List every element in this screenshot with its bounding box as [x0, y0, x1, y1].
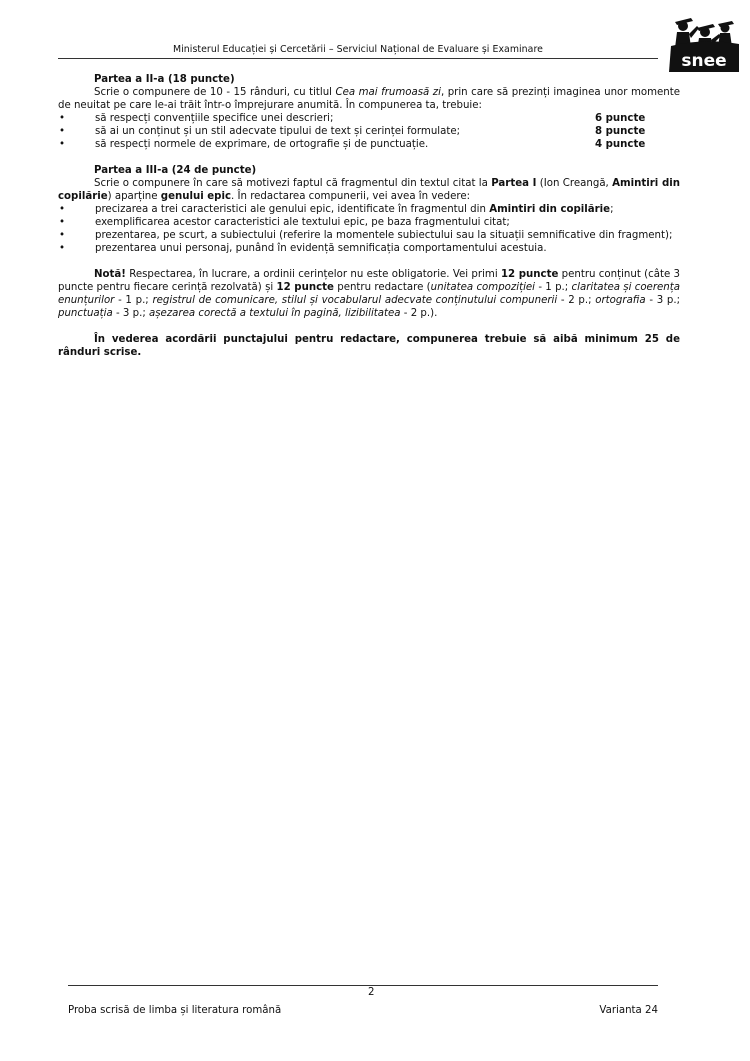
- list-item: • prezentarea, pe scurt, a subiectului (referire la momentele subiectului sau la situații semnificative din fragment);: [59, 230, 673, 241]
- list-item: • precizarea a trei caracteristici ale genului epic, identificate în fragmentul din Amintiri din copilărie;: [59, 204, 614, 215]
- part3-requirements: [58, 203, 680, 255]
- list-item: • să respecți normele de exprimare, de ortografie și de punctuație. 4 puncte: [58, 138, 680, 151]
- document-header: Ministerul Educației și Cercetării – Serviciul Național de Evaluare și Examinare: [173, 44, 543, 55]
- snee-logo-text: snee: [681, 51, 727, 71]
- grading-note: Notă! Respectarea, în lucrare, a ordinii cerințelor nu este obligatorie. Vei primi 12 puncte pentru conținut (câte 3 puncte pentru fiecare cerință rezolvată) și 12 puncte pentru redactare (unitatea compoziției - 1 p.; claritatea și coerența enunțurilor - 1 p.; registrul de comunicare, stilul și vocabularul adecvate conținutului compunerii - 2 p.; ortografia - 3 p.; punctuația - 3 p.; așezarea corectă a textului în pagină, lizibilitatea - 2 p.).: [58, 269, 681, 319]
- document-body: [58, 73, 680, 359]
- header-divider: [58, 58, 658, 59]
- minimum-length-requirement: În vederea acordării punctajului pentru redactare, compunerea trebuie să aibă minimum 25 de rânduri scrise.: [58, 334, 680, 358]
- part3-intro: Scrie o compunere în care să motivezi faptul că fragmentul din textul citat la Partea I (Ion Creangă, Amintiri din copilărie) aparține genului epic. În redactarea compunerii, vei avea în vedere:: [58, 178, 680, 202]
- points-value: 6 puncte: [595, 113, 646, 124]
- part2-intro: Scrie o compunere de 10 - 15 rânduri, cu titlul Cea mai frumoasă zi, prin care să prezinți imaginea unor momente de neuitat pe care le-ai trăit într-o împrejurare anumită. În compunerea ta, trebuie:: [58, 87, 681, 111]
- list-item: • prezentarea unui personaj, punând în evidență semnificația comportamentului acestuia.: [59, 243, 547, 254]
- list-item: • exemplificarea acestor caracteristici ale textului epic, pe baza fragmentului citat;: [59, 217, 510, 228]
- variant-label: Varianta 24: [599, 1005, 658, 1016]
- points-value: 8 puncte: [595, 126, 646, 137]
- points-value: 4 puncte: [595, 139, 646, 150]
- list-item: • să respecți convențiile specifice unei descrieri; 6 puncte: [58, 112, 680, 125]
- page-number: 2: [368, 987, 375, 998]
- exam-name: Proba scrisă de limba și literatura română: [68, 1005, 282, 1016]
- list-item: • să ai un conținut și un stil adecvate tipului de text și cerinței formulate; 8 puncte: [58, 125, 680, 138]
- part2-title: Partea a II-a (18 puncte): [94, 74, 235, 85]
- footer-divider: [68, 985, 658, 986]
- part3-title: Partea a III-a (24 de puncte): [94, 165, 257, 176]
- part2-requirements: [58, 112, 680, 151]
- snee-logo: [667, 14, 741, 74]
